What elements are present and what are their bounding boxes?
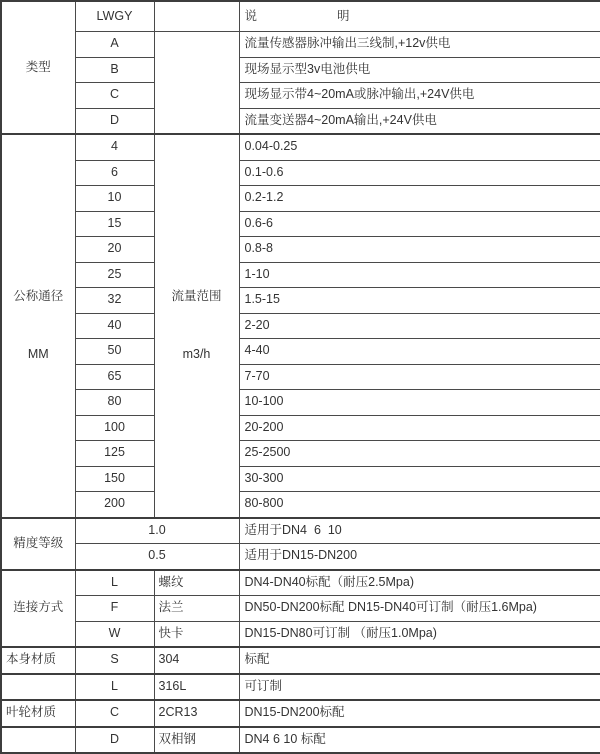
table-row bbox=[1, 83, 600, 109]
cell-dn: 80 bbox=[75, 390, 154, 416]
cell-range: 30-300 bbox=[239, 466, 600, 492]
cell-dn: 15 bbox=[75, 211, 154, 237]
cell-desc: 流量变送器4~20mA输出,+24V供电 bbox=[239, 108, 600, 134]
cell-desc: 可订制 bbox=[239, 674, 600, 701]
table-row bbox=[1, 570, 600, 596]
cell-desc: 现场显示带4~20mA或脉冲输出,+24V供电 bbox=[239, 83, 600, 109]
cell-range: 0.8-8 bbox=[239, 237, 600, 263]
cell-dn: 150 bbox=[75, 466, 154, 492]
table-row bbox=[1, 211, 600, 237]
cell-accuracy-value: 1.0 bbox=[75, 518, 239, 544]
cell-dn: 50 bbox=[75, 339, 154, 365]
table-row-header bbox=[1, 1, 600, 32]
cell-name: 快卡 bbox=[154, 621, 239, 647]
cell-header-code: LWGY bbox=[75, 1, 154, 32]
table-row bbox=[1, 32, 600, 58]
table-row bbox=[1, 160, 600, 186]
cell-code: D bbox=[75, 727, 154, 754]
cell-header-empty bbox=[154, 1, 239, 32]
table-row bbox=[1, 108, 600, 134]
cell-accuracy-label: 精度等级 bbox=[1, 518, 75, 570]
cell-dn: 4 bbox=[75, 134, 154, 160]
cell-code: L bbox=[75, 674, 154, 701]
cell-desc: 适用于DN4 6 10 bbox=[239, 518, 600, 544]
cell-desc: DN50-DN200标配 DN15-DN40可订制（耐压1.6Mpa) bbox=[239, 596, 600, 622]
cell-range: 7-70 bbox=[239, 364, 600, 390]
cell-desc: DN4-DN40标配（耐压2.5Mpa) bbox=[239, 570, 600, 596]
cell-dn: 20 bbox=[75, 237, 154, 263]
cell-dn: 25 bbox=[75, 262, 154, 288]
table-row bbox=[1, 339, 600, 365]
cell-dn: 10 bbox=[75, 186, 154, 212]
cell-range: 0.04-0.25 bbox=[239, 134, 600, 160]
diameter-label-line1: 公称通径 bbox=[13, 289, 64, 303]
cell-name: 2CR13 bbox=[154, 700, 239, 727]
cell-code: L bbox=[75, 570, 154, 596]
cell-code: C bbox=[75, 700, 154, 727]
cell-range: 4-40 bbox=[239, 339, 600, 365]
cell-material-label bbox=[1, 674, 75, 701]
cell-code: B bbox=[75, 57, 154, 83]
cell-code: D bbox=[75, 108, 154, 134]
table-row bbox=[1, 415, 600, 441]
table-row bbox=[1, 441, 600, 467]
cell-dn: 200 bbox=[75, 492, 154, 518]
table-row bbox=[1, 647, 600, 674]
cell-type-middle-empty bbox=[154, 32, 239, 135]
cell-desc: DN4 6 10 标配 bbox=[239, 727, 600, 754]
diameter-label-line2: MM bbox=[27, 347, 49, 362]
table-row bbox=[1, 621, 600, 647]
cell-dn: 65 bbox=[75, 364, 154, 390]
cell-range: 2-20 bbox=[239, 313, 600, 339]
cell-code: C bbox=[75, 83, 154, 109]
table-row bbox=[1, 134, 600, 160]
cell-range: 0.2-1.2 bbox=[239, 186, 600, 212]
cell-name: 螺纹 bbox=[154, 570, 239, 596]
cell-desc: DN15-DN200标配 bbox=[239, 700, 600, 727]
cell-range: 80-800 bbox=[239, 492, 600, 518]
cell-material-label: 本身材质 bbox=[1, 647, 75, 674]
table-row bbox=[1, 492, 600, 518]
table-row bbox=[1, 674, 600, 701]
table-row bbox=[1, 237, 600, 263]
cell-dn: 6 bbox=[75, 160, 154, 186]
table-row bbox=[1, 390, 600, 416]
table-row bbox=[1, 57, 600, 83]
cell-range: 10-100 bbox=[239, 390, 600, 416]
table-row bbox=[1, 262, 600, 288]
cell-dn: 100 bbox=[75, 415, 154, 441]
table-row bbox=[1, 544, 600, 570]
cell-code: W bbox=[75, 621, 154, 647]
cell-accuracy-value: 0.5 bbox=[75, 544, 239, 570]
cell-flow-range-label bbox=[154, 134, 239, 518]
cell-header-desc: 说明 bbox=[239, 1, 600, 32]
cell-name: 法兰 bbox=[154, 596, 239, 622]
cell-name: 304 bbox=[154, 647, 239, 674]
cell-range: 1.5-15 bbox=[239, 288, 600, 314]
cell-material-label: 叶轮材质 bbox=[1, 700, 75, 727]
cell-desc: DN15-DN80可订制 （耐压1.0Mpa) bbox=[239, 621, 600, 647]
table-row bbox=[1, 466, 600, 492]
cell-code: A bbox=[75, 32, 154, 58]
cell-code: S bbox=[75, 647, 154, 674]
cell-connection-label: 连接方式 bbox=[1, 570, 75, 648]
table-row bbox=[1, 186, 600, 212]
cell-desc: 流量传感器脉冲输出三线制,+12v供电 bbox=[239, 32, 600, 58]
table-row bbox=[1, 727, 600, 754]
table-row bbox=[1, 364, 600, 390]
table-row bbox=[1, 288, 600, 314]
flow-range-line2: m3/h bbox=[182, 347, 211, 362]
cell-desc: 适用于DN15-DN200 bbox=[239, 544, 600, 570]
cell-dn: 125 bbox=[75, 441, 154, 467]
cell-type-label: 类型 bbox=[1, 1, 75, 134]
cell-range: 25-2500 bbox=[239, 441, 600, 467]
cell-name: 316L bbox=[154, 674, 239, 701]
cell-desc: 现场显示型3v电池供电 bbox=[239, 57, 600, 83]
cell-range: 0.6-6 bbox=[239, 211, 600, 237]
cell-desc: 标配 bbox=[239, 647, 600, 674]
cell-range: 0.1-0.6 bbox=[239, 160, 600, 186]
cell-range: 20-200 bbox=[239, 415, 600, 441]
cell-material-label bbox=[1, 727, 75, 754]
cell-diameter-label bbox=[1, 134, 75, 518]
table-row bbox=[1, 700, 600, 727]
cell-dn: 40 bbox=[75, 313, 154, 339]
table-row bbox=[1, 313, 600, 339]
table-row bbox=[1, 518, 600, 544]
flow-range-line1: 流量范围 bbox=[171, 289, 222, 303]
cell-range: 1-10 bbox=[239, 262, 600, 288]
cell-code: F bbox=[75, 596, 154, 622]
cell-name: 双相钢 bbox=[154, 727, 239, 754]
cell-dn: 32 bbox=[75, 288, 154, 314]
table-row bbox=[1, 596, 600, 622]
